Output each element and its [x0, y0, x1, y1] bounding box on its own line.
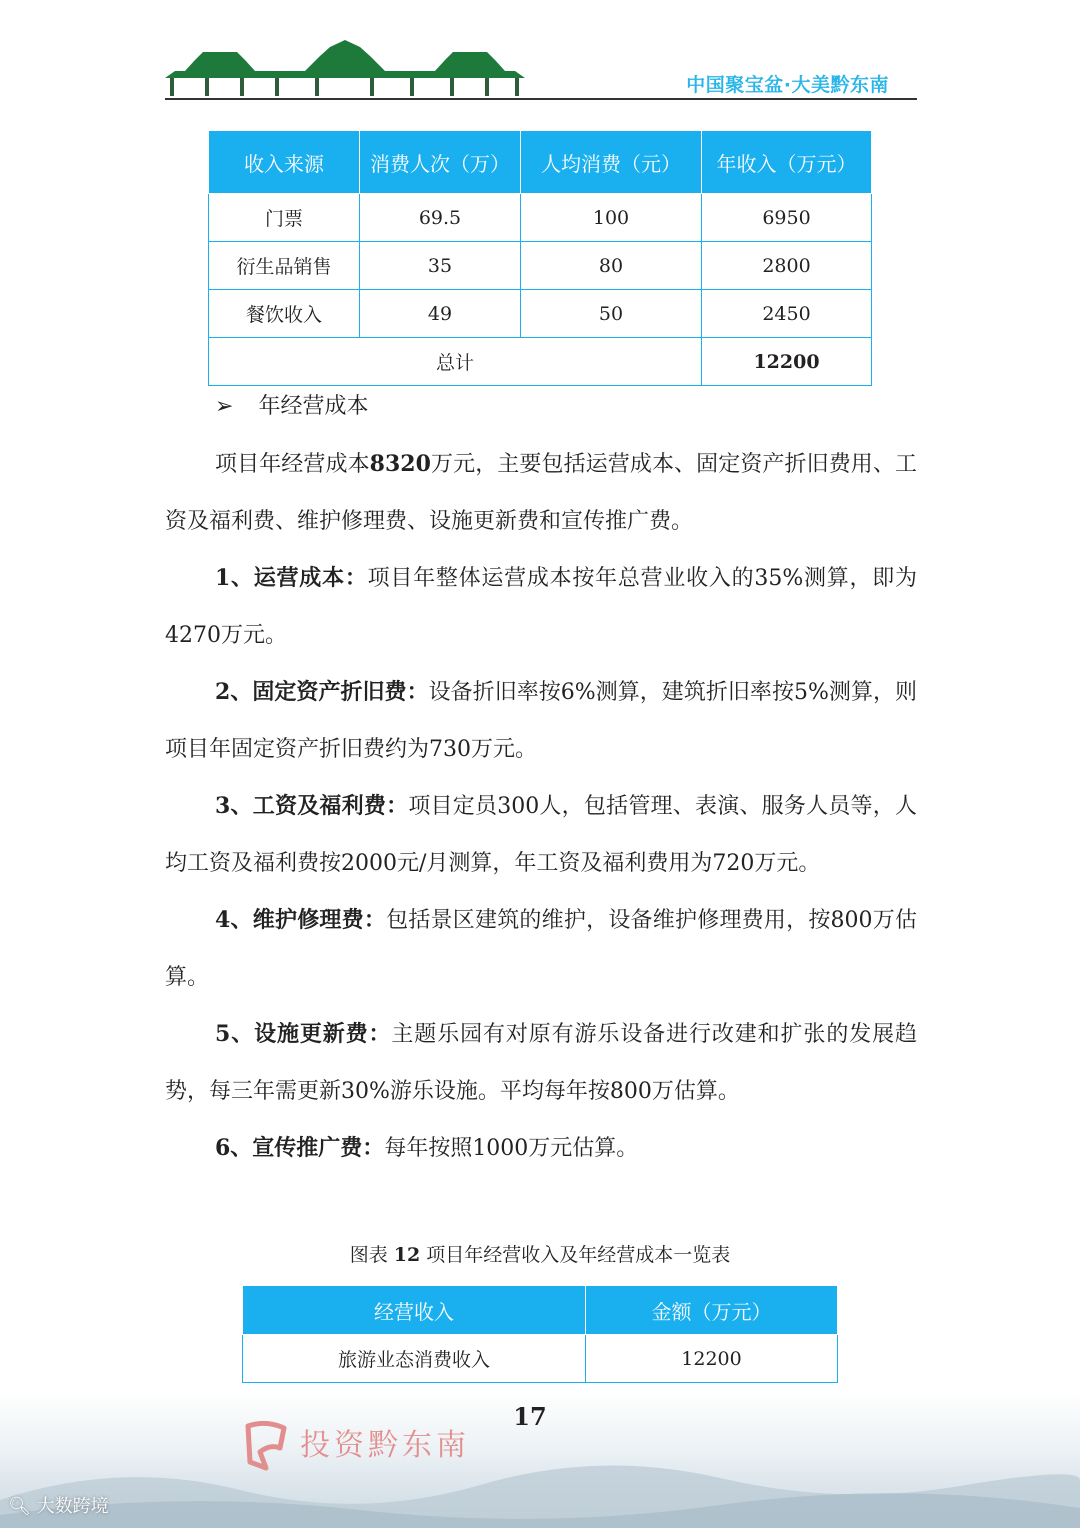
- table-cell: 12200: [586, 1335, 838, 1383]
- caption-number: 12: [393, 1244, 421, 1266]
- table-header-row: [209, 131, 872, 194]
- cost-item-label: 6、宣传推广费：: [215, 1135, 385, 1161]
- cost-item: [165, 1120, 917, 1177]
- pavilion-logo-icon: [165, 38, 525, 98]
- table-cell: 6950: [702, 194, 872, 242]
- table-cell: 49: [360, 290, 521, 338]
- cost-item: [165, 778, 917, 892]
- table-cell: 69.5: [360, 194, 521, 242]
- table-cell: 旅游业态消费收入: [243, 1335, 586, 1383]
- table-total-row: [209, 338, 872, 386]
- table-cell: 门票: [209, 194, 360, 242]
- column-header: 金额（万元）: [586, 1286, 838, 1335]
- cost-item: [165, 550, 917, 664]
- cost-item-text: 包括景区建筑的维护，设备维护修理费用，按800万估算。: [165, 908, 917, 990]
- intro-amount: 8320: [369, 451, 431, 477]
- cost-item-label: 4、维护修理费：: [215, 907, 387, 933]
- section-heading: [215, 382, 368, 432]
- cost-item-text: 项目年整体运营成本按年总营业收入的35%测算，即为4270万元。: [165, 566, 918, 648]
- cost-item-label: 1、运营成本：: [215, 565, 368, 591]
- watermark: [8, 1492, 109, 1518]
- column-header: 人均消费（元）: [521, 131, 702, 194]
- cost-item-text: 主题乐园有对原有游乐设备进行改建和扩张的发展趋势，每三年需更新30%游乐设施。平均每年按800万估算。: [165, 1022, 917, 1104]
- intro-paragraph: [165, 436, 917, 550]
- table-row: [209, 290, 872, 338]
- cost-item: [165, 892, 917, 1006]
- table-row: [209, 242, 872, 290]
- cost-item-label: 5、设施更新费：: [215, 1021, 392, 1047]
- table-cell: 餐饮收入: [209, 290, 360, 338]
- total-label: 总计: [209, 338, 702, 386]
- header-title: 中国聚宝盆·大美黔东南: [686, 74, 889, 96]
- caption-prefix: 图表: [349, 1244, 394, 1266]
- table-row: [209, 194, 872, 242]
- watermark-text: 大数跨境: [36, 1496, 109, 1517]
- cost-item-text: 设备折旧率按6%测算，建筑折旧率按5%测算，则项目年固定资产折旧费约为730万元。: [165, 680, 917, 762]
- cost-item: [165, 664, 917, 778]
- bullet-arrow-icon: ➢: [215, 394, 234, 419]
- page-number: 17: [513, 1402, 547, 1431]
- table-cell: 50: [521, 290, 702, 338]
- summary-table: [242, 1285, 838, 1383]
- page-header: [165, 38, 917, 100]
- income-table: [208, 130, 872, 386]
- section-title: 年经营成本: [258, 394, 369, 419]
- table-cell: 35: [360, 242, 521, 290]
- footer-brand: 投资黔东南: [300, 1428, 470, 1463]
- table-cell: 80: [521, 242, 702, 290]
- column-header: 收入来源: [209, 131, 360, 194]
- table-cell: 2800: [702, 242, 872, 290]
- table-cell: 衍生品销售: [209, 242, 360, 290]
- column-header: 经营收入: [243, 1286, 586, 1335]
- cost-item: [165, 1006, 917, 1120]
- table-row: [243, 1335, 838, 1383]
- intro-text-rest: 万元，主要包括运营成本、固定资产折旧费用、工资及福利费、维护修理费、设施更新费和宣传推广费。: [165, 452, 917, 534]
- table-caption: [0, 1240, 1080, 1267]
- cost-item-label: 2、固定资产折旧费：: [215, 679, 429, 705]
- table-cell: 2450: [702, 290, 872, 338]
- intro-text: 项目年经营成本: [215, 452, 370, 477]
- total-value: 12200: [702, 338, 872, 386]
- column-header: 年收入（万元）: [702, 131, 872, 194]
- body-text: [165, 436, 917, 1177]
- header-rule: [165, 98, 917, 100]
- cost-item-text: 每年按照1000万元估算。: [384, 1136, 639, 1161]
- watermark-logo-icon: 🔍︎: [8, 1496, 37, 1517]
- table-header-row: [243, 1286, 838, 1335]
- column-header: 消费人次（万）: [360, 131, 521, 194]
- cost-item-text: 项目定员300人，包括管理、表演、服务人员等，人均工资及福利费按2000元/月测算，年工资及福利费用为720万元。: [165, 794, 918, 876]
- table-cell: 100: [521, 194, 702, 242]
- caption-text: 项目年经营收入及年经营成本一览表: [420, 1244, 731, 1266]
- cost-item-label: 3、工资及福利费：: [215, 793, 409, 819]
